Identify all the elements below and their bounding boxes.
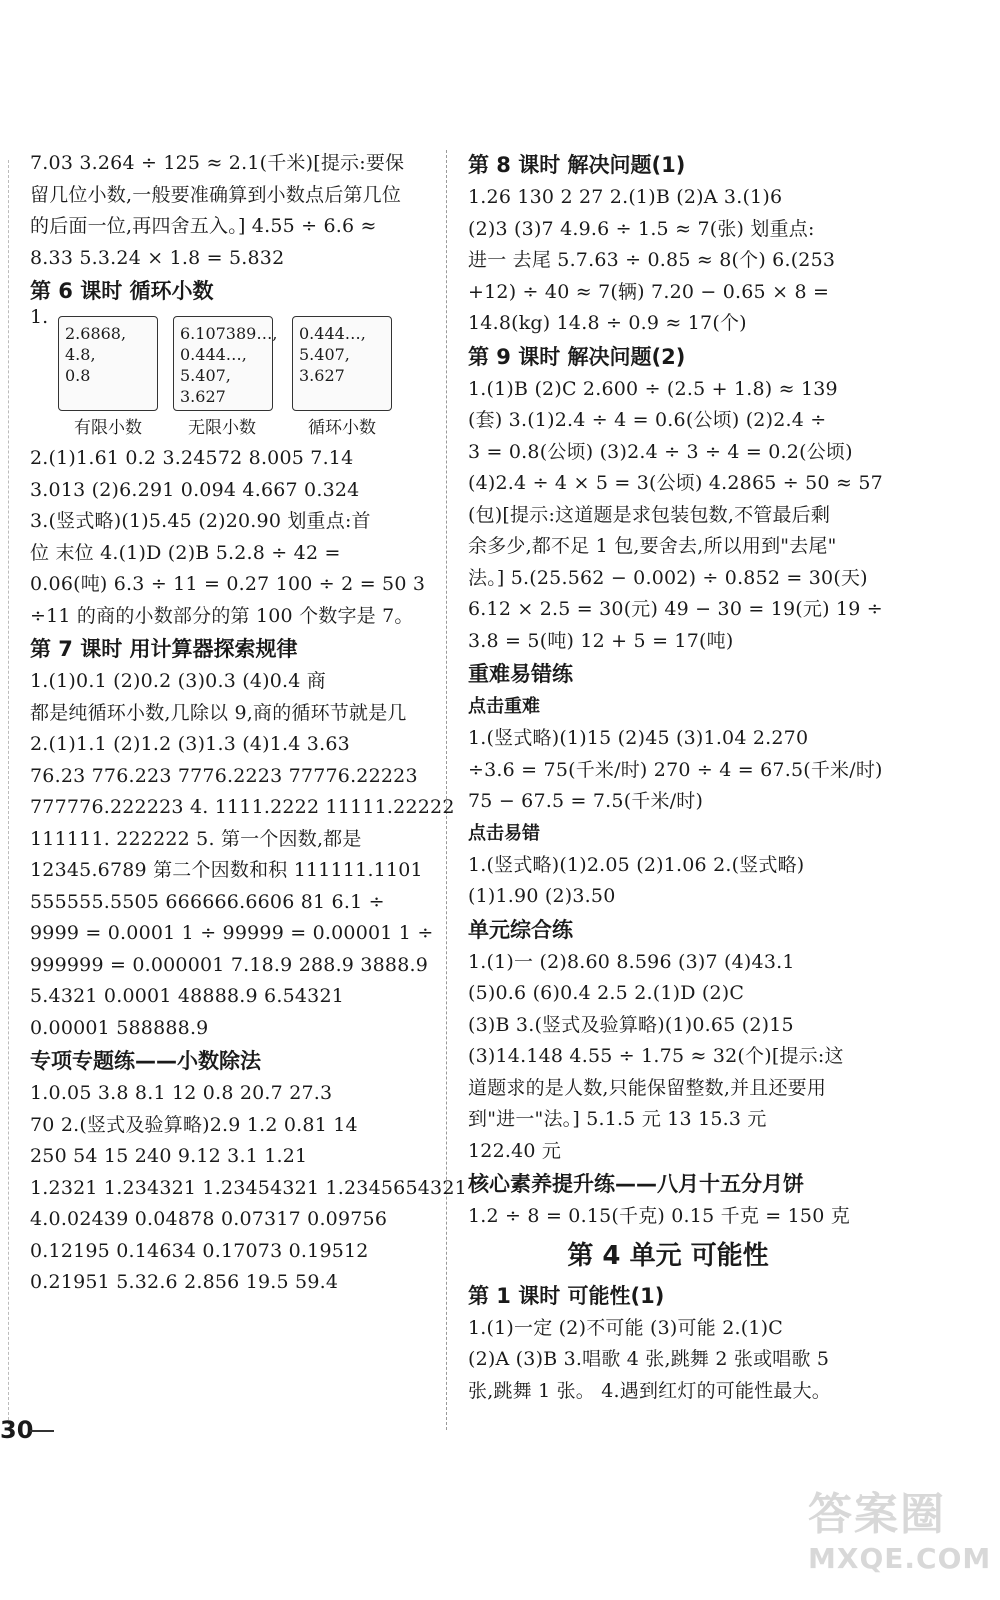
lesson-7-answers [30,666,455,1044]
answer-line: 道题求的是人数,只能保留整数,并且还要用 [468,1076,827,1099]
answer-line: ÷3.6 = 75(千米/时) 270 ÷ 4 = 67.5(千米/时) [468,758,883,781]
watermark-logo [808,1478,992,1588]
answer-line: 1.(竖式略)(1)2.05 (2)1.06 2.(竖式略) [468,853,805,876]
common-errors-title: 点击易错 [468,822,540,844]
answer-line: 1.26 130 2 27 2.(1)B (2)A 3.(1)6 [468,186,783,208]
unit-review-answers [468,947,868,1168]
answer-line: (包)[提示:这道题是求包装包数,不管最后剩 [468,503,831,526]
intro-block [30,148,430,274]
answer-line: (2)A (3)B 3.唱歌 4 张,跳舞 2 张或唱歌 5 [468,1348,830,1370]
infinite-decimal-box: 6.107389…, 0.444…, 5.407, 3.627 [173,316,273,411]
common-errors-answers [468,850,868,913]
answer-line: 75 − 67.5 = 7.5(千米/时) [468,790,704,812]
answer-line: 8.33 5.3.24 × 1.8 = 5.832 [30,246,285,269]
answer-line: 都是纯循环小数,几除以 9,商的循环节就是几 [30,701,407,724]
answer-line: 余多少,都不足 1 包,要舍去,所以用到"去尾" [468,535,837,557]
lesson-9-title: 第 9 课时 解决问题(2) [468,344,686,369]
key-points-answers [468,723,883,818]
answer-line: 1.(竖式略)(1)15 (2)45 (3)1.04 2.270 [468,727,809,749]
answer-line: 111111. 222222 5. 第一个因数,都是 [30,827,362,850]
answer-line: (套) 3.(1)2.4 ÷ 4 = 0.6(公顷) (2)2.4 ÷ [468,409,827,431]
unit-review-title: 单元综合练 [468,917,573,942]
answer-line: ÷11 的商的小数部分的第 100 个数字是 7。 [30,604,414,627]
answer-line: 1.(1)B (2)C 2.600 ÷ (2.5 + 1.8) ≈ 139 [468,377,838,400]
lesson-9-answers [468,374,883,658]
answer-line: 1.0.05 3.8 8.1 12 0.8 20.7 27.3 [30,1082,333,1104]
core-literacy-title: 核心素养提升练——八月十五分月饼 [468,1172,804,1196]
recurring-decimal-label: 循环小数 [308,418,376,438]
recurring-decimal-box: 0.444…, 5.407, 3.627 [292,316,392,411]
answer-line: 到"进一"法。] 5.1.5 元 13 15.3 元 [468,1108,767,1130]
answer-line: 进一 去尾 5.7.63 ÷ 0.85 ≈ 8(个) 6.(253 [468,249,836,271]
answer-line: 70 2.(竖式及验算略)2.9 1.2 0.81 14 [30,1113,358,1136]
finite-decimal-label: 有限小数 [74,418,142,438]
answer-line: 14.8(kg) 14.8 ÷ 0.9 ≈ 17(个) [468,312,747,334]
answer-line: (3)B 3.(竖式及验算略)(1)0.65 (2)15 [468,1013,794,1036]
answer-line: 250 54 15 240 9.12 3.1 1.21 [30,1145,308,1167]
answer-line: 3.(竖式略)(1)5.45 (2)20.90 划重点:首 [30,510,371,532]
answer-line: 位 末位 4.(1)D (2)B 5.2.8 ÷ 42 = [30,541,341,564]
lesson-8-title: 第 8 课时 解决问题(1) [468,153,686,177]
answer-line: 法。] 5.(25.562 − 0.002) ÷ 0.852 = 30(天) [468,566,868,589]
unit-4-title: 第 4 单元 可能性 [567,1240,769,1271]
infinite-decimal-label: 无限小数 [188,418,256,438]
column-divider [446,150,448,1430]
answer-line: 0.00001 588888.9 [30,1016,209,1039]
answer-line: 9999 = 0.0001 1 ÷ 99999 = 0.00001 1 ÷ [30,922,434,944]
answer-line: 1.(1)一 (2)8.60 8.596 (3)7 (4)43.1 [468,950,795,973]
page-number: 30 [0,1416,34,1444]
watermark-url: MXQE.COM [808,1542,992,1575]
answer-line: 0.12195 0.14634 0.17073 0.19512 [30,1239,369,1262]
special-practice-title: 专项专题练——小数除法 [30,1049,261,1073]
answer-line: 0.06(吨) 6.3 ÷ 11 = 0.27 100 ÷ 2 = 50 3 [30,573,426,595]
special-practice-answers [30,1078,467,1299]
question-number: 1. [30,306,49,328]
answer-line: (5)0.6 (6)0.4 2.5 2.(1)D (2)C [468,982,745,1004]
answer-line: 555555.5505 666666.6606 81 6.1 ÷ [30,890,385,913]
binding-margin-line [8,160,10,1430]
answer-line: (4)2.4 ÷ 4 × 5 = 3(公顷) 4.2865 ÷ 50 ≈ 57 [468,472,883,494]
answer-line: 1.2 ÷ 8 = 0.15(千克) 0.15 千克 = 150 克 [468,1205,850,1227]
answer-line: 1.(1)0.1 (2)0.2 (3)0.3 (4)0.4 商 [30,670,327,692]
answer-line: 76.23 776.223 7776.2223 77776.22223 [30,764,418,787]
answer-line: 6.12 × 2.5 = 30(元) 49 − 30 = 19(元) 19 ÷ [468,598,883,620]
key-points-title: 点击重难 [468,696,540,717]
watermark-text: 答案圈 [808,1489,946,1540]
right-column [468,148,883,1407]
answer-line: 777776.222223 4. 1111.2222 11111.22222 [30,796,455,818]
answer-line: 5.4321 0.0001 48888.9 6.54321 [30,985,345,1007]
answer-line: 122.40 元 [468,1139,562,1162]
answer-line: (2)3 (3)7 4.9.6 ÷ 1.5 ≈ 7(张) 划重点: [468,217,815,240]
answer-line: 张,跳舞 1 张。 4.遇到红灯的可能性最大。 [468,1379,831,1402]
answer-line: 的后面一位,再四舍五入。] 4.55 ÷ 6.6 ≈ [30,215,377,237]
answer-line: 999999 = 0.000001 7.18.9 288.9 3888.9 [30,953,429,976]
answer-line: +12) ÷ 40 ≈ 7(辆) 7.20 − 0.65 × 8 = [468,280,830,303]
answer-line: (3)14.148 4.55 ÷ 1.75 ≈ 32(个)[提示:这 [468,1045,844,1067]
answer-line: 留几位小数,一般要准确算到小数点后第几位 [30,183,402,206]
lesson-6-title: 第 6 课时 循环小数 [30,279,214,303]
answer-line: 2.(1)1.1 (2)1.2 (3)1.3 (4)1.4 3.63 [30,733,350,755]
answer-line: 7.03 3.264 ÷ 125 ≈ 2.1(千米)[提示:要保 [30,152,405,174]
left-column [30,148,467,1299]
answer-line: 0.21951 5.32.6 2.856 19.5 59.4 [30,1271,339,1293]
lesson-8-answers [468,182,868,340]
answer-line: 3.8 = 5(吨) 12 + 5 = 17(吨) [468,629,734,652]
answer-line: 2.(1)1.61 0.2 3.24572 8.005 7.14 [30,447,354,469]
unit-4-lesson-1-answers [468,1313,868,1408]
unit-4-lesson-1-title: 第 1 课时 可能性(1) [468,1283,665,1308]
lesson-7-title: 第 7 课时 用计算器探索规律 [30,637,298,661]
answer-line: 1.(1)一定 (2)不可能 (3)可能 2.(1)C [468,1316,783,1339]
lesson-6-answers [30,443,430,632]
answer-line: 4.0.02439 0.04878 0.07317 0.09756 [30,1208,388,1230]
answer-line: 3 = 0.8(公顷) (3)2.4 ÷ 3 ÷ 4 = 0.2(公顷) [468,440,853,463]
decimal-classification-figure [30,308,430,443]
answer-line: (1)1.90 (2)3.50 [468,885,616,907]
hard-practice-title: 重难易错练 [468,662,573,686]
finite-decimal-box: 2.6868, 4.8, 0.8 [58,316,158,411]
page-number-rule [30,1430,54,1432]
answer-line: 1.2321 1.234321 1.23454321 1.2345654321 [30,1176,467,1199]
answer-line: 12345.6789 第二个因数和积 111111.1101 [30,859,423,881]
core-literacy-answers [468,1201,868,1233]
answer-line: 3.013 (2)6.291 0.094 4.667 0.324 [30,478,360,501]
